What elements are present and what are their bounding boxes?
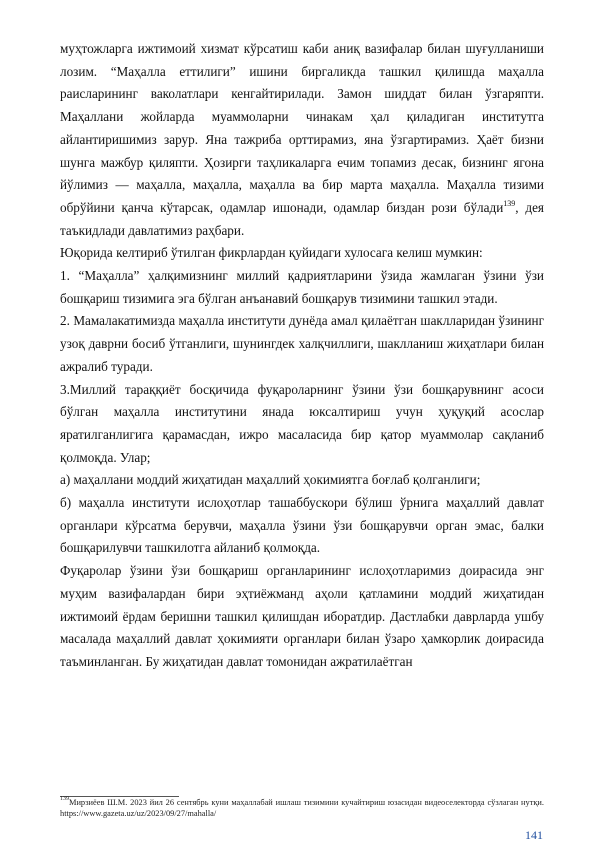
- paragraph-point-2: 2. Мамалакатимизда маҳалла институти дунёда амал қилаётган шаклларидан ўзининг узоқ даврни босиб ўтганлиги, шунингдек халқчиллиги, шаклланиш жиҳатлари билан ажралиб туради.: [60, 313, 544, 374]
- page-number: 141: [525, 828, 543, 842]
- paragraph-subpoint-a: а) маҳаллани моддий жиҳатидан маҳаллий ҳокимиятга боғлаб қолганлиги;: [60, 472, 481, 488]
- footnote-text: Мирзиёев Ш.М. 2023 йил 26 сентябрь куни маҳаллабай ишлаш тизимини кучайтириш юзасидан видеоселекторда сўзлаган нутқи. https://www.gazeta.uz/uz/2023/09/27/mahalla/: [60, 798, 544, 818]
- paragraph-point-3: 3.Миллий тараққиёт босқичида фуқароларнинг ўзини ўзи бошқарувнинг асоси бўлган маҳалла институтини янада юксалтириш учун ҳуқуқий асослар яратилганлигига қарамасдан, ижро масаласида бир қатор муаммолар сақланиб қолмоқда. Улар;: [60, 381, 544, 465]
- paragraph-final: Фуқаролар ўзини ўзи бошқариш органларининг ислоҳотларимиз доирасида энг муҳим вазифалардан бири эҳтиёжманд аҳоли қатламини моддий жиҳатидан ижтимоий ёрдам беришни ташкил қилишдан иборатдир. Дастлабки даврларда ушбу масалада маҳаллий давлат ҳокимияти органлари билан ўзаро ҳамкорлик доирасида таъминланган. Бу жиҳатидан давлат томонидан ажратилаётган: [60, 563, 544, 669]
- paragraph-1: [60, 38, 544, 242]
- paragraph-subpoint-b: б) маҳалла институти ислоҳотлар ташаббускори бўлиш ўрнига маҳаллий давлат органлари кўрсатма берувчи, маҳалла ўзини ўзи бошқарувчи орган эмас, балки бошқарилувчи ташкилотга айланиб қолмоқда.: [60, 495, 544, 556]
- document-body: [60, 38, 544, 674]
- footnote-divider: [60, 796, 179, 797]
- footnote-reference[interactable]: 139: [503, 198, 516, 208]
- paragraph-point-1: 1. “Маҳалла” ҳалқимизнинг миллий қадриятларини ўзида жамлаган ўзини ўзи бошқариш тизимига эга бўлган анъанавий бошқарув тизимини ташкил этади.: [60, 268, 544, 306]
- footnote-number: 139: [60, 796, 69, 803]
- paragraph-conclusion-intro: Юқорида келтириб ўтилган фикрлардан қуйидаги хулосага келиш мумкин:: [60, 245, 483, 261]
- footnote: [60, 798, 544, 819]
- paragraph-1-text: муҳтожларга ижтимоий хизмат кўрсатиш каби аниқ вазифалар билан шуғулланиши лозим. “Маҳалла еттилиги” ишини биргаликда ташкил қилишда маҳалла раисларининг ваколатлари кенгайтирилади. Замон шиддат билан ўзгаряпти. Маҳаллани жойларда муаммоларни чинакам ҳал қиладиган институтга айлантиришимиз зарур. Яна тажриба орттирамиз, яна ўзгартирамиз. Ҳаёт бизни шунга мажбур қиляпти. Ҳозирги таҳликаларга ечим топамиз десак, бизнинг ягона йўлимиз — маҳалла, маҳалла, маҳалла ва бир марта маҳалла. Маҳалла тизими обрўйини қанча кўтарсак, одамлар ишонади, одамлар биздан рози бўлади: [60, 41, 544, 215]
- paragraph-1-tail: , дея таъкидлади давлатимиз раҳбари.: [60, 199, 544, 238]
